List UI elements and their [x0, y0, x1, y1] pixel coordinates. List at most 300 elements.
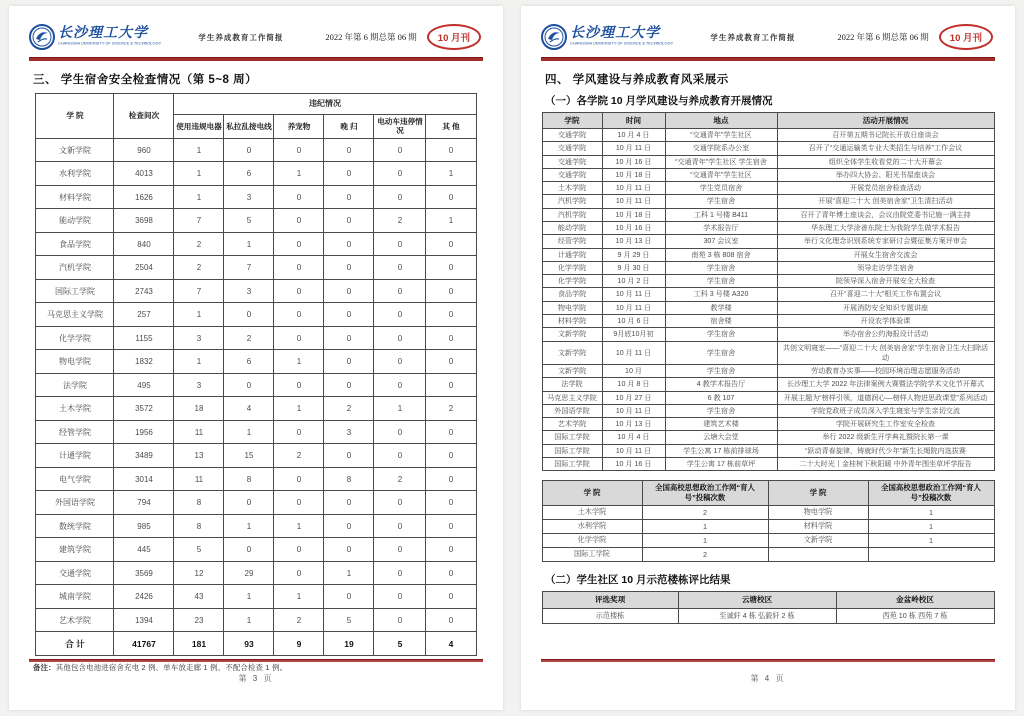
table-row [36, 514, 476, 538]
table-row [542, 301, 994, 314]
table-cell: 1 [274, 397, 324, 421]
table-cell: 10 月 13 日 [602, 418, 665, 431]
table-cell: 1 [274, 585, 324, 609]
total-late: 19 [324, 632, 374, 656]
table-cell: 电气学院 [36, 467, 114, 491]
table-cell: 10 月 16 日 [602, 458, 665, 471]
col-header-pets: 养宠物 [274, 115, 324, 139]
table-cell: 3 [224, 185, 274, 209]
table-cell: “交通青年”学生社区 [665, 168, 777, 181]
table-cell: 10 月 13 日 [602, 235, 665, 248]
table-cell: 组织全体学生收看党的二十大开幕会 [777, 155, 994, 168]
university-name: 长沙理工大学 [58, 26, 148, 41]
table-cell: 18 [174, 397, 224, 421]
university-name-block [570, 27, 702, 47]
table-cell: 召开第五期书记院长开放日座谈会 [777, 129, 994, 142]
university-emblem-icon [29, 24, 55, 50]
table-cell: 0 [426, 561, 476, 585]
table-cell: 工科 3 号楼 A320 [665, 288, 777, 301]
table-cell: 工科 1 号楼 B411 [665, 208, 777, 221]
table-cell: 0 [374, 279, 426, 303]
total-ebike: 5 [374, 632, 426, 656]
table-cell: 0 [324, 162, 374, 186]
table-cell: 0 [426, 420, 476, 444]
col-header-unauthorized-wiring: 私拉乱接电线 [224, 115, 274, 139]
table-cell: 1 [224, 232, 274, 256]
col-header-award: 评选奖项 [542, 591, 678, 608]
table-cell: 学生宿舍 [665, 404, 777, 417]
table-row [36, 303, 476, 327]
table-row [542, 314, 994, 327]
table-row [542, 168, 994, 181]
table-cell: 召开“喜迎二十大”相关工作布置会议 [777, 288, 994, 301]
activities-table-body [542, 129, 994, 471]
table-cell: 0 [374, 585, 426, 609]
university-name: 长沙理工大学 [570, 26, 660, 41]
table-cell: 0 [426, 538, 476, 562]
table-row [542, 391, 994, 404]
page-header [541, 20, 995, 54]
table-cell: 0 [374, 373, 426, 397]
table-row [36, 138, 476, 162]
table-cell: 6 [224, 162, 274, 186]
table-cell: 15 [224, 444, 274, 468]
table-cell: 8 [174, 514, 224, 538]
table-cell: 材料学院 [768, 519, 868, 533]
dorm-inspection-table [35, 93, 476, 656]
table-cell: 国际工学院 [542, 547, 642, 561]
table-cell: 10 月 27 日 [602, 391, 665, 404]
table-cell: 举办四大协会、阳光书屋座谈会 [777, 168, 994, 181]
table-cell: 交通学院系办公室 [665, 142, 777, 155]
table-row [542, 547, 994, 561]
section-title-dorm-safety: 三、 学生宿舍安全检查情况（第 5~8 周） [33, 74, 258, 86]
table-row [36, 326, 476, 350]
table-cell: 7 [224, 256, 274, 280]
table-cell: 汽机学院 [542, 208, 602, 221]
table-cell: 7 [174, 279, 224, 303]
table-cell: 0 [324, 444, 374, 468]
table-cell: 物电学院 [768, 505, 868, 519]
table-cell: 0 [224, 538, 274, 562]
footer-divider [541, 659, 995, 663]
table-row [36, 185, 476, 209]
table-cell: 495 [114, 373, 174, 397]
table-cell: 0 [374, 256, 426, 280]
table-cell: 文新学院 [542, 365, 602, 378]
table-cell: 化学学院 [542, 533, 642, 547]
table-cell: 劳动教育办实事——校园环境治理志愿服务活动 [777, 365, 994, 378]
header-divider [541, 57, 995, 61]
table-cell: 2 [174, 256, 224, 280]
table-row [542, 458, 994, 471]
table-cell: 云塘大会堂 [665, 431, 777, 444]
demo-buildings-table-body [542, 608, 994, 623]
table-row [36, 350, 476, 374]
table-cell: 10 月 18 日 [602, 208, 665, 221]
table-cell: 1 [868, 533, 994, 547]
table-cell: 交通学院 [36, 561, 114, 585]
table-cell: 举行 2022 级新生开学典礼暨院长第一课 [777, 431, 994, 444]
table-cell: 0 [374, 561, 426, 585]
table-cell: 10 月 4 日 [602, 129, 665, 142]
table-cell: 0 [274, 538, 324, 562]
table-cell: “交通青年”学生社区 [665, 129, 777, 142]
page-number: 第 4 页 [750, 674, 786, 683]
table-cell: 1 [324, 561, 374, 585]
table-cell: 10 月 18 日 [602, 168, 665, 181]
table-cell: 化学学院 [542, 275, 602, 288]
table-cell: 1 [174, 303, 224, 327]
total-pets: 9 [274, 632, 324, 656]
table-cell: 2 [174, 232, 224, 256]
col-header-college-left: 学 院 [542, 481, 642, 505]
table-cell: 0 [324, 185, 374, 209]
university-emblem-icon [541, 24, 567, 50]
table-cell: 10 月 11 日 [602, 288, 665, 301]
table-cell: 10 月 11 日 [602, 301, 665, 314]
table-cell: 经管学院 [542, 235, 602, 248]
table-cell: 1 [274, 350, 324, 374]
table-cell: 0 [374, 185, 426, 209]
table-cell: 文新学院 [542, 341, 602, 365]
col-header-college: 学院 [542, 113, 602, 129]
table-cell: 召开了青年博士座谈会，会议由院党委书记施一满主持 [777, 208, 994, 221]
table-row [542, 418, 994, 431]
table-row [542, 519, 994, 533]
col-header-late-return: 晚 归 [324, 115, 374, 139]
table-cell: 2 [374, 209, 426, 233]
table-cell: 7 [174, 209, 224, 233]
table-cell: 9月底10月初 [602, 328, 665, 341]
col-header-jinpenling-campus: 金盆岭校区 [836, 591, 994, 608]
table-row [542, 208, 994, 221]
table-cell: 学生宿舍 [665, 328, 777, 341]
table-cell: 法学院 [542, 378, 602, 391]
table-cell: 2504 [114, 256, 174, 280]
table-cell: 0 [374, 538, 426, 562]
table-cell: 1 [224, 514, 274, 538]
table-cell: 外国语学院 [36, 491, 114, 515]
issue-info: 2022 年第 6 期总第 06 期 [837, 32, 929, 42]
col-header-activity: 活动开展情况 [777, 113, 994, 129]
total-checks: 41767 [114, 632, 174, 656]
table-note [33, 662, 479, 673]
table-cell: 2 [324, 397, 374, 421]
table-cell: 开展主题为“榜样引领，道德润心—榜样人物进思政课堂”系列活动 [777, 391, 994, 404]
table-cell: 12 [174, 561, 224, 585]
table-cell: 二十大时光丨金桂树下秋阳暖 中外青年围坐草坪学报告 [777, 458, 994, 471]
table-cell: 举办宿舍公约海报设计活动 [777, 328, 994, 341]
bulletin-title: 学生养成教育工作简报 [710, 32, 796, 42]
table-cell: 开展消防安全知识专题讲座 [777, 301, 994, 314]
table-cell: 11 [174, 420, 224, 444]
table-cell: 23 [174, 608, 224, 632]
table-cell: 0 [224, 491, 274, 515]
table-cell: 4013 [114, 162, 174, 186]
table-cell: 开展党员宿舍检查活动 [777, 182, 994, 195]
table-cell: 2743 [114, 279, 174, 303]
section-title-style-building: 四、 学风建设与养成教育风采展示 [545, 74, 729, 86]
table-cell: 土木学院 [36, 397, 114, 421]
table-cell: 文新学院 [768, 533, 868, 547]
table-cell: 0 [374, 162, 426, 186]
table-row [542, 365, 994, 378]
table-cell: 13 [174, 444, 224, 468]
table-cell: 院领导深入宿舍开展安全大检查 [777, 275, 994, 288]
table-cell: 1155 [114, 326, 174, 350]
note-text: 其他包含电池进宿舍充电 2 例、单车放走廊 1 例、不配合检查 1 例。 [55, 662, 288, 672]
table-cell: 举行文化理念识别系统专家研讨会暨征集方案评审会 [777, 235, 994, 248]
table-row [36, 467, 476, 491]
table-cell: 交通学院 [542, 155, 602, 168]
table-cell: 0 [426, 326, 476, 350]
table-row [36, 279, 476, 303]
table-cell: 2 [642, 505, 768, 519]
table-cell: 物电学院 [542, 301, 602, 314]
table-cell: 材料学院 [36, 185, 114, 209]
table-cell [768, 547, 868, 561]
demo-header-row [542, 591, 994, 608]
table-row [542, 221, 994, 234]
table-row [542, 142, 994, 155]
table-cell: 0 [324, 303, 374, 327]
table-cell: 城南学院 [36, 585, 114, 609]
table-cell: 0 [324, 138, 374, 162]
table-cell: 1 [224, 585, 274, 609]
table-row [542, 328, 994, 341]
table-cell: 5 [224, 209, 274, 233]
table-cell: 国际工学院 [542, 431, 602, 444]
table-cell: 10 月 11 日 [602, 142, 665, 155]
table-cell: 0 [224, 303, 274, 327]
subsection-title-activities: （一）各学院 10 月学风建设与养成教育开展情况 [545, 95, 773, 107]
dorm-inspection-table-body [36, 138, 476, 632]
table-cell: 能动学院 [36, 209, 114, 233]
table-cell: 10 月 6 日 [602, 314, 665, 327]
col-header-other: 其 他 [426, 115, 476, 139]
table-cell: 1 [426, 162, 476, 186]
table-cell: “跃动青春旋律，铸就时代少年”新生长绳院内选拔赛 [777, 444, 994, 457]
table-cell: 3 [224, 279, 274, 303]
table-cell: 43 [174, 585, 224, 609]
table-cell: 0 [374, 303, 426, 327]
table-cell: 0 [374, 420, 426, 444]
table-cell: 3489 [114, 444, 174, 468]
header-divider [29, 57, 483, 61]
table-row [542, 288, 994, 301]
table-row [36, 232, 476, 256]
activities-header-row [542, 113, 994, 129]
table-row [542, 341, 994, 365]
table-cell: 交通学院 [542, 129, 602, 142]
table-cell: 1 [274, 514, 324, 538]
table-cell: 领导走访学生宿舍 [777, 261, 994, 274]
table-row [36, 397, 476, 421]
table-cell: 10 月 8 日 [602, 378, 665, 391]
table-cell: 2 [274, 608, 324, 632]
table-cell: 计通学院 [542, 248, 602, 261]
table-cell: 10 月 11 日 [602, 195, 665, 208]
table-cell: 794 [114, 491, 174, 515]
table-cell: 0 [324, 491, 374, 515]
table-row [542, 608, 994, 623]
page-header [29, 20, 483, 54]
table-row [36, 444, 476, 468]
table-row [542, 129, 994, 142]
table-cell: 宿舍楼 [665, 314, 777, 327]
table-row [36, 162, 476, 186]
table-cell: 开展“喜迎二十大 创美宿舍家”卫生清扫活动 [777, 195, 994, 208]
page-4 [521, 6, 1015, 710]
table-row [542, 505, 994, 519]
page-number: 第 3 页 [238, 674, 274, 683]
table-cell: 外国语学院 [542, 404, 602, 417]
col-header-yuntang-campus: 云塘校区 [678, 591, 836, 608]
table-cell: 西苑 10 栋 西苑 7 栋 [836, 608, 994, 623]
table-cell: 8 [224, 467, 274, 491]
table-cell: 0 [426, 514, 476, 538]
table-cell: 交通学院 [542, 168, 602, 181]
table-cell: 9 月 30 日 [602, 261, 665, 274]
table-cell: 0 [324, 585, 374, 609]
table-cell: 国际工学院 [542, 444, 602, 457]
table-cell: 1 [642, 533, 768, 547]
table-cell: 文新学院 [542, 328, 602, 341]
table-cell: 南苑 3 栋 808 宿舍 [665, 248, 777, 261]
table-cell: 国际工学院 [36, 279, 114, 303]
table-cell: 0 [426, 256, 476, 280]
table-cell: 0 [274, 561, 324, 585]
table-row [542, 533, 994, 547]
table-cell: 0 [274, 256, 324, 280]
table-cell: 物电学院 [36, 350, 114, 374]
total-wiring: 93 [224, 632, 274, 656]
table-cell: 文新学院 [36, 138, 114, 162]
table-cell: 法学院 [36, 373, 114, 397]
table-row [36, 373, 476, 397]
table-cell: “交通青年”学生社区 学生宿舍 [665, 155, 777, 168]
table-cell: 0 [274, 326, 324, 350]
table-cell: 0 [426, 185, 476, 209]
table-cell: 10 月 11 日 [602, 182, 665, 195]
table-cell: 马克思主义学院 [36, 303, 114, 327]
table-cell: 8 [174, 491, 224, 515]
month-badge: 10 月刊 [427, 24, 481, 50]
table-cell: 0 [324, 326, 374, 350]
table-cell: 3572 [114, 397, 174, 421]
table-cell: 5 [324, 608, 374, 632]
table-cell: 1 [224, 420, 274, 444]
table-cell: 0 [224, 373, 274, 397]
table-cell: 水利学院 [542, 519, 642, 533]
table-cell: 水利学院 [36, 162, 114, 186]
table-cell: 1 [224, 608, 274, 632]
col-header-checks: 检查间次 [114, 94, 174, 139]
col-header-ebike-parking: 电动车违停情况 [374, 115, 426, 139]
table-cell: 1 [274, 162, 324, 186]
table-cell: 0 [274, 209, 324, 233]
page-3 [9, 6, 503, 710]
table-cell: 共创文明寝室——“喜迎二十大 创美宿舍家”学生宿舍卫生大扫除活动 [777, 341, 994, 365]
table-cell: 0 [324, 279, 374, 303]
col-header-college: 学 院 [36, 94, 114, 139]
table-cell: 0 [426, 585, 476, 609]
table-cell: 10 月 11 日 [602, 341, 665, 365]
table-row [36, 585, 476, 609]
table-cell: 0 [324, 256, 374, 280]
table-cell: 840 [114, 232, 174, 256]
university-name-block [58, 27, 190, 47]
table-row [542, 275, 994, 288]
table-cell: 教学楼 [665, 301, 777, 314]
total-label: 合 计 [36, 632, 114, 656]
table-cell: 4 教学术报告厅 [665, 378, 777, 391]
table-cell: 3 [174, 326, 224, 350]
table-cell: 29 [224, 561, 274, 585]
total-other: 4 [426, 632, 476, 656]
table-cell: 10 月 2 日 [602, 275, 665, 288]
table-cell: 1956 [114, 420, 174, 444]
table-cell: 0 [274, 185, 324, 209]
table-cell: 国际工学院 [542, 458, 602, 471]
table-cell: 化学学院 [36, 326, 114, 350]
table-cell: 985 [114, 514, 174, 538]
table-row [542, 444, 994, 457]
table-row [36, 420, 476, 444]
table-cell: 汽机学院 [542, 195, 602, 208]
table-cell: 0 [224, 138, 274, 162]
table-cell: 10 月 16 日 [602, 155, 665, 168]
table-cell: 能动学院 [542, 221, 602, 234]
table-cell: 2 [224, 326, 274, 350]
table-cell: 3014 [114, 467, 174, 491]
table-row [36, 491, 476, 515]
subsection-title-demo-buildings: （二）学生社区 10 月示范楼栋评比结果 [545, 573, 731, 586]
table-row [542, 235, 994, 248]
university-name-english: CHANGSHA UNIVERSITY OF SCIENCE & TECHNOLOGY [58, 41, 162, 46]
col-header-illegal-appliance: 使用违规电器 [174, 115, 224, 139]
table-cell: 汽机学院 [36, 256, 114, 280]
table-cell: 0 [324, 514, 374, 538]
table-cell: 1 [374, 397, 426, 421]
table-cell: 2 [426, 397, 476, 421]
table-row [36, 561, 476, 585]
table-cell: 1 [174, 162, 224, 186]
table-cell: 学生党员宿舍 [665, 182, 777, 195]
table-cell: 0 [426, 350, 476, 374]
table-cell: 化学学院 [542, 261, 602, 274]
footer-divider [29, 659, 483, 663]
table-cell: 0 [274, 303, 324, 327]
table-cell: 960 [114, 138, 174, 162]
table-cell: 2 [274, 444, 324, 468]
table-cell: 10 月 [602, 365, 665, 378]
table-cell: 长沙理工大学 2022 年法律案例大赛暨法学院学术文化节开幕式 [777, 378, 994, 391]
table-cell: 10 月 16 日 [602, 221, 665, 234]
table-cell: 445 [114, 538, 174, 562]
table-cell [868, 547, 994, 561]
table-cell: 交通学院 [542, 142, 602, 155]
table-cell: 5 [174, 538, 224, 562]
table-cell: 数统学院 [36, 514, 114, 538]
table-cell: 0 [426, 138, 476, 162]
university-name-english: CHANGSHA UNIVERSITY OF SCIENCE & TECHNOLOGY [570, 41, 674, 46]
table-cell: 学院开展研究生工作室安全检查 [777, 418, 994, 431]
table-cell: 0 [374, 350, 426, 374]
table-cell: 经管学院 [36, 420, 114, 444]
table-cell: 0 [274, 373, 324, 397]
